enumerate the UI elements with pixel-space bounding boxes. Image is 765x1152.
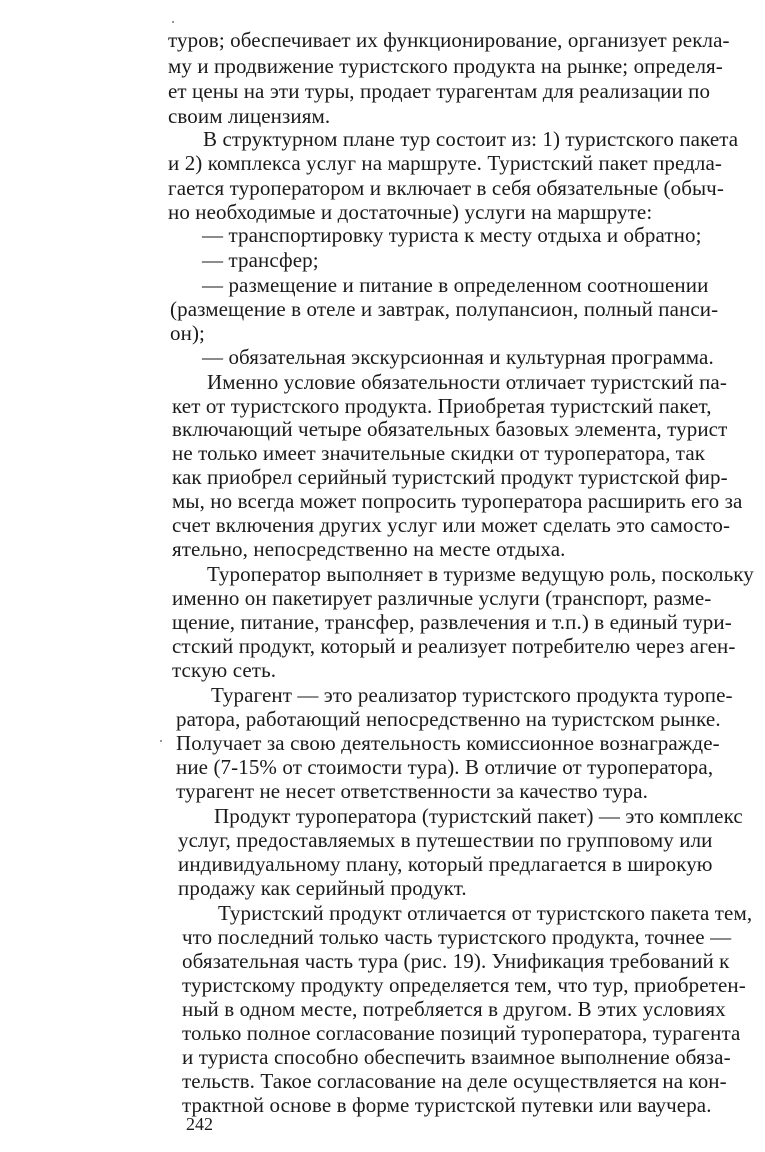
text-line: Туроператор выполняет в туризме ведущую роль, поскольку [207,562,754,586]
text-line: гается туроператором и включает в себя обязательные (обыч- [168,176,724,200]
list-item: — транспортировку туриста к месту отдыха и обратно; [202,223,702,247]
text-line: Именно условие обязательности отличает туристский па- [207,370,727,394]
text-line: и 2) комплекса услуг на маршруте. Туристский пакет предла- [168,151,723,175]
scan-speck [160,740,162,742]
text-line: счет включения других услуг или может сделать это самосто- [172,513,731,537]
text-line: как приобрел серийный туристский продукт туристской фир- [172,465,728,489]
text-line: стский продукт, который и реализует потребителю через аген- [172,634,736,658]
text-line: ние (7-15% от стоимости тура). В отличие от туроператора, [176,755,714,779]
text-line: обязательная часть тура (рис. 19). Унификация требований к [182,949,730,973]
text-line: ный в одном месте, потребляется в другом. В этих условиях [182,997,726,1021]
text-line: кет от туристского продукта. Приобретая туристский пакет, [172,394,712,418]
text-line: продажу как серийный продукт. [178,876,467,900]
text-line: туров; обеспечивает их функционирование, организует рекла- [168,28,730,52]
text-line: Турагент — это реализатор туристского продукта туропе- [211,683,733,707]
text-line: включающий четыре обязательных базовых элемента, турист [172,417,728,441]
text-line: ратора, работающий непосредственно на туристском рынке. [176,707,721,731]
list-item: — трансфер; [202,248,319,272]
list-item: — обязательная экскурсионная и культурная программа. [202,345,714,369]
text-line: он); [170,321,205,345]
text-line: Туристский продукт отличается от туристского пакета тем, [218,901,753,925]
text-line: тельств. Такое согласование на деле осуществляется на кон- [182,1069,727,1093]
text-line: му и продвижение туристского продукта на рынке; определя- [168,54,723,78]
text-line: но необходимые и достаточные) услуги на маршруте: [168,200,653,224]
text-line: услуг, предоставляемых в путешествии по групповому или [178,828,713,852]
text-line: (размещение в отеле и завтрак, полупансион, полный панси- [170,297,719,321]
text-line: туристскому продукту определяется тем, что тур, приобретен- [182,973,746,997]
text-line: и туриста способно обеспечить взаимное выполнение обяза- [182,1045,731,1069]
text-line: щение, питание, трансфер, развлечения и т.п.) в единый тури- [172,610,732,634]
text-line: только полное согласование позиций туроператора, турагента [182,1021,741,1045]
text-line: ет цены на эти туры, продает турагентам для реализации по [168,79,711,103]
text-line: ятельно, непосредственно на месте отдыха. [172,537,566,561]
text-line: именно он пакетирует различные услуги (транспорт, разме- [172,586,712,610]
text-line: не только имеет значительные скидки от туроператора, так [172,441,706,465]
text-line: что последний только часть туристского продукта, точнее — [182,925,732,949]
text-line: В структурном плане тур состоит из: 1) туристского пакета [203,127,739,151]
text-line: Получает за свою деятельность комиссионное вознагражде- [176,731,720,755]
list-item: — размещение и питание в определенном соотношении [202,273,709,297]
text-line: турагент не несет ответственности за качество тура. [176,779,649,803]
scan-speck [172,21,174,23]
text-line: трактной основе в форме туристской путевки или ваучера. [182,1093,712,1117]
page-number: 242 [186,1114,213,1134]
text-line: Продукт туроператора (туристский пакет) — это комплекс [214,804,743,828]
text-line: индивидуальному плану, который предлагается в широкую [178,852,713,876]
text-line: своим лицензиям. [168,104,331,128]
text-line: тскую сеть. [172,658,277,682]
text-line: мы, но всегда может попросить туроператора расширить его за [172,489,743,513]
